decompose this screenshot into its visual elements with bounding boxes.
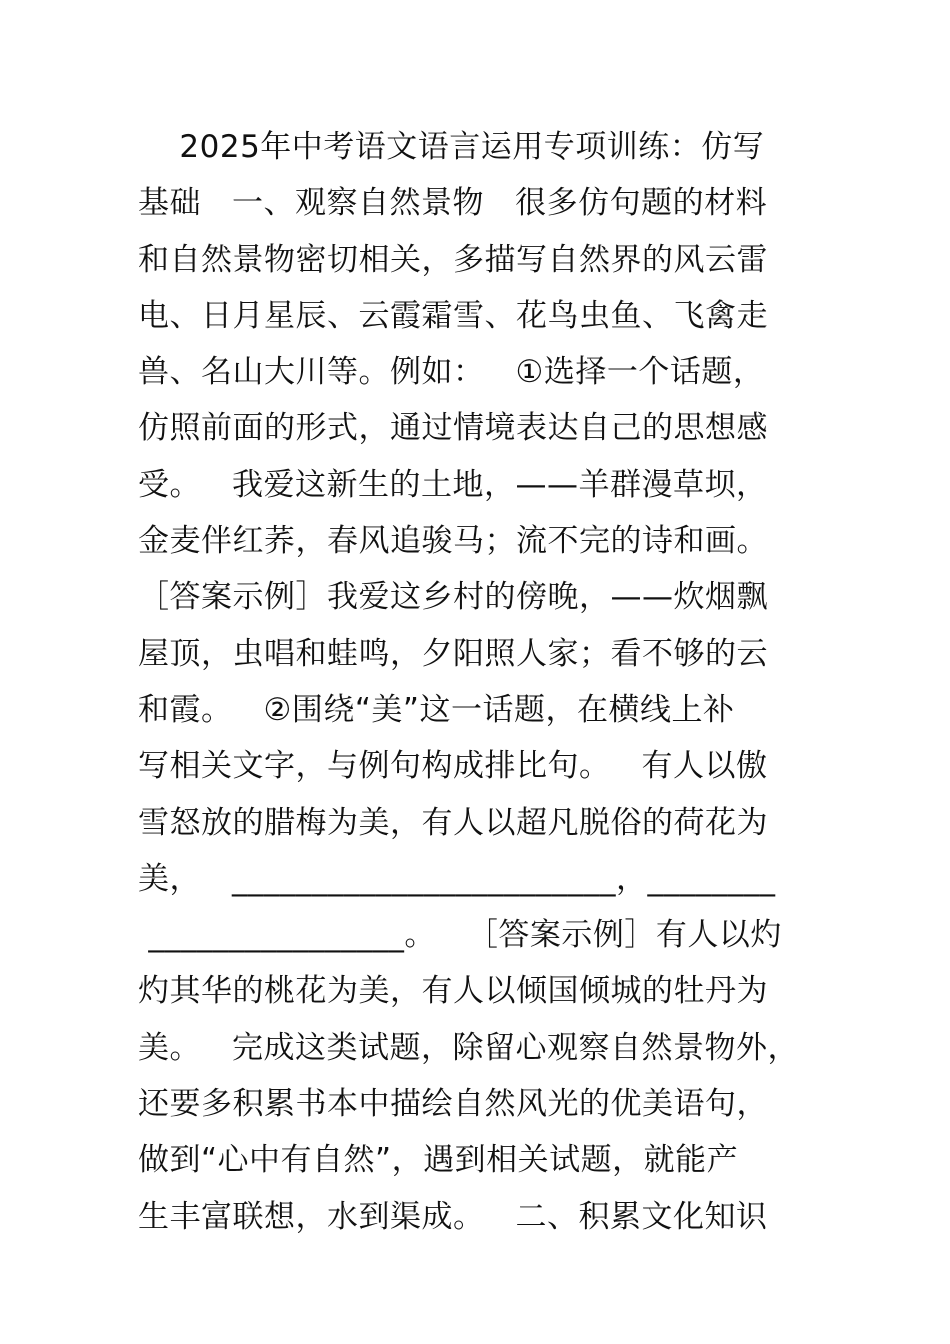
text-line: 写相关文字，与例句构成排比句。 有人以傲 (138, 748, 768, 785)
text-line: 灼其华的桃花为美，有人以倾国倾城的牡丹为 (138, 973, 768, 1010)
text-line: 电、日月星辰、云霞霜雪、花鸟虫鱼、飞禽走 (138, 297, 768, 334)
text-line: 还要多积累书本中描绘自然风光的优美语句， (138, 1086, 768, 1123)
text-line: 和霞。 ②围绕“美”这一话题，在横线上补 (138, 691, 735, 728)
text-line: 屋顶，虫唱和蛙鸣，夕阳照人家；看不够的云 (138, 635, 768, 672)
text-line: 2025年中考语文语言运用专项训练：仿写 (138, 129, 765, 165)
text-line: 美， ________________________，________ (138, 860, 776, 897)
text-line: ________________。 ［答案示例］有人以灼 (138, 917, 782, 954)
text-line: 生丰富联想，水到渠成。 二、积累文化知识 (138, 1198, 768, 1235)
text-line: 和自然景物密切相关，多描写自然界的风云雷 (138, 241, 768, 278)
text-line: 基础 一、观察自然景物 很多仿句题的材料 (138, 185, 768, 222)
text-line: 美。 完成这类试题，除留心观察自然景物外， (138, 1029, 800, 1066)
body-text (138, 124, 838, 1250)
text-line: ［答案示例］我爱这乡村的傍晚，——炊烟飘 (138, 579, 768, 616)
text-line: 仿照前面的形式，通过情境表达自己的思想感 (138, 410, 768, 447)
text-line: 兽、名山大川等。例如： ①选择一个话题， (138, 354, 765, 391)
text-line: 受。 我爱这新生的土地，——羊群漫草坝， (138, 466, 768, 503)
text-line: 雪怒放的腊梅为美，有人以超凡脱俗的荷花为 (138, 804, 768, 841)
text-line: 做到“心中有自然”，遇到相关试题，就能产 (138, 1142, 739, 1179)
text-line: 金麦伴红荞，春风追骏马；流不完的诗和画。 (138, 523, 768, 560)
